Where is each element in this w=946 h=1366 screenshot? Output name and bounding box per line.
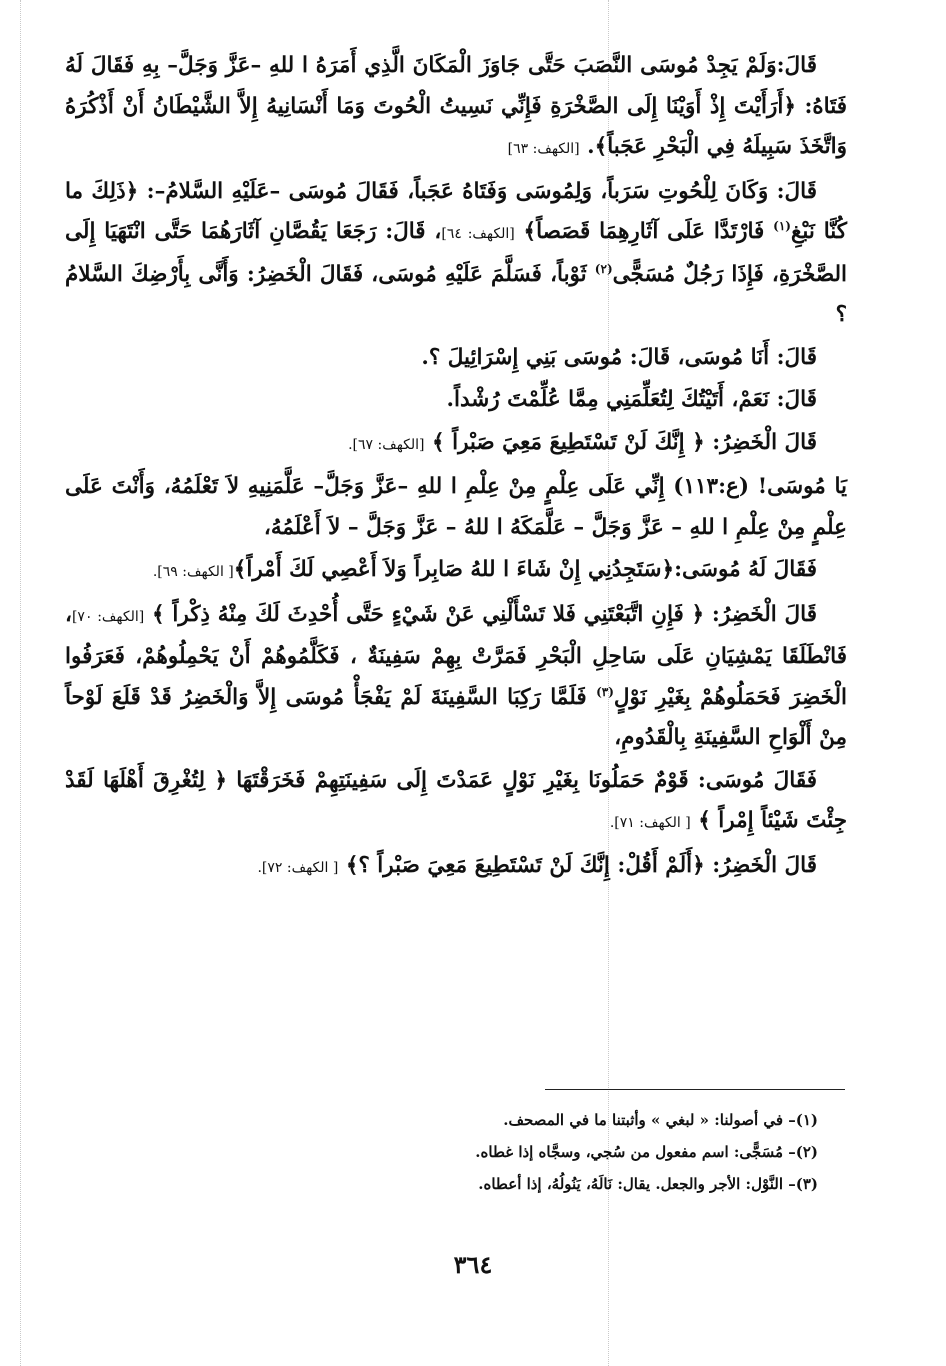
text-segment: قَالَ الْخَضِرُ: ﴿أَلَمْ أَقُلْ: إِنَّكَ لَنْ تَسْتَطِيعَ مَعِيَ صَبْراً ؟﴾ xyxy=(338,852,817,878)
footnote: (١)– في أصولنا: « لبغي » وأثبتنا ما في المصحف. xyxy=(503,1111,818,1129)
quran-reference: [الكهف: ٦٧]. xyxy=(348,436,425,453)
quran-reference: [الكهف: ٦٤] xyxy=(441,226,515,242)
quran-reference: [ الكهف: ٧١]. xyxy=(609,815,691,831)
text-segment: قَالَ: أَنَا مُوسَى، قَالَ: مُوسَى بَنِي إِسْرَائِيلَ ؟. xyxy=(421,344,817,370)
text-segment: ، قَالَ: رَجَعَا يَقُصَّانِ آثَارَهُمَا حَتَّى انْتَهَيَا إِلَى الصَّخْرَةِ، فَإِذَا رَجُلٌ مُسَجًّى xyxy=(65,219,848,287)
text-segment: قَالَ الْخَضِرُ: ﴿ فَإِنِ اتَّبَعْتَنِي فَلا تَسْأَلْنِي عَنْ شَيْءٍ حَتَّى أُحْدِثَ لَكَ مِنْهُ ذِكْراً ﴾ xyxy=(144,601,817,627)
footnote-marker: (١) xyxy=(773,218,791,233)
text-segment: قَالَ: نَعَمْ، أَتَيْتُكَ لِتُعَلِّمَنِي مِمَّا عُلِّمْتَ رُشْداً. xyxy=(446,387,817,412)
footnote-marker: (٢) xyxy=(594,261,613,276)
scan-guide-line xyxy=(20,0,21,1366)
quran-reference: [الكهف: ٧٠] xyxy=(71,608,145,625)
text-segment: قَالَ: وَكَانَ لِلْحُوتِ سَرَباً، وَلِمُوسَى وَفَتَاهُ عَجَباً، فَقَالَ مُوسَى –عَلَيْهِ السَّلامُ–: ﴿ذَلِكَ ما كُنَّا نَبْغِ xyxy=(65,178,847,244)
quran-reference: [الكهف: ٦٣] xyxy=(507,141,580,157)
paragraph xyxy=(65,595,847,759)
text-segment: ثَوْباً، فَسَلَّمَ عَلَيْهِ مُوسَى، فَقَالَ الْخَضِرُ: وَأَنَّى بِأَرْضِكَ السَّلامُ ؟ xyxy=(65,261,847,327)
text-segment: فَلَمَّا رَكِبَا السَّفِينَةَ لَمْ يَفْجَأْ مُوسَى إِلاَّ وَالْخَضِرُ قَدْ قَلَعَ لَوْحاً مِنْ أَلْوَاحِ السَّفِينَةِ بِالْقَدُومِ، xyxy=(65,684,847,750)
text-segment: قَالَ:وَلَمْ يَجِدْ مُوسَى النَّصَبَ حَتَّى جَاوَزَ الْمَكَانَ الَّذِي أَمَرَهُ ا للهِ –عَزَّ وَجَلَّ– بِهِ فَقَالَ لَهُ فَتَاهُ: ﴿أَرَأَيْتَ إِذْ أَوَيْنَا إِلَى الصَّخْرَةِ فَإِنِّي نَسِيتُ الْحُوتَ وَمَا أَنْسَانِيهُ إِلاَّ الشَّيْطَانُ أَنْ أَذْكُرَهُ وَاتَّخَذَ سَبِيلَهُ فِي الْبَحْرِ عَجَباً﴾. xyxy=(65,53,847,159)
paragraph xyxy=(65,172,847,336)
footnote: (٣)– النَّوْل: الأجر والجعل. يقال: نَالَهُ، يَنُولُهُ، إذا أعطاه. xyxy=(478,1175,818,1193)
paragraph xyxy=(65,338,847,379)
quran-reference: [ الكهف: ٧٢]. xyxy=(257,859,339,876)
paragraph xyxy=(65,46,847,170)
main-text xyxy=(65,46,847,890)
text-segment: قَالَ الْخَضِرُ: ﴿ إِنَّكَ لَنْ تَسْتَطِيعَ مَعِيَ صَبْراً ﴾ xyxy=(424,429,817,455)
text-segment: ، فَانْطَلَقَا يَمْشِيَانِ عَلَى سَاحِلِ الْبَحْرِ فَمَرَّتْ بِهِمْ سَفِينَةٌ ، فَكَلَّمُوهُمْ أَنْ يَحْمِلُوهُمْ، فَعَرَفُوا الْخَضِرَ فَحَمَلُوهُمْ بِغَيْرِ نَوْلٍ xyxy=(65,601,847,710)
text-segment: فَارْتَدَّا عَلَى آثَارِهِمَا قَصَصاً﴾ xyxy=(514,219,774,244)
footnotes xyxy=(150,1104,818,1200)
quran-reference: [ الكهف: ٦٩]. xyxy=(152,564,234,580)
text-segment: فَقَالَ مُوسَى: قَوْمٌ حَمَلُونَا بِغَيْرِ نَوْلٍ عَمَدْتَ إِلَى سَفِينَتِهِمْ فَخَرَقْتَهَا ﴿ لِتُغْرِقَ أَهْلَهَا لَقَدْ جِئْتَ شَيْئاً إِمْراً ﴾ xyxy=(65,767,847,833)
text-segment: يَا مُوسَى! (ع:١١٣) إِنِّي عَلَى عِلْمٍ مِنْ عِلْمِ ا للهِ –عَزَّ وَجَلَّ– عَلَّمَنِيهِ لاَ تَعْلَمُهُ، وَأَنْتَ عَلَى عِلْمٍ مِنْ عِلْمِ ا للهِ – عَزَّ وَجَلَّ – عَلَّمَكَهُ ا للهُ – عَزَّ وَجَلَّ – لاَ أَعْلَمُهُ، xyxy=(65,474,847,540)
paragraph xyxy=(65,423,847,466)
footnote-marker: (٣) xyxy=(596,684,614,699)
text-segment: فَقَالَ لَهُ مُوسَى:﴿سَتَجِدُنِي إِنْ شَاءَ ا للهُ صَابِراً وَلاَ أَعْصِي لَكَ أَمْراً﴾ xyxy=(233,557,817,582)
footnote: (٢)– مُسَجًّى: اسم مفعول من سُجي، وسجَّاه إذا غطاه. xyxy=(475,1143,818,1161)
paragraph xyxy=(65,846,847,889)
paragraph xyxy=(65,467,847,548)
paragraph xyxy=(65,550,847,593)
paragraph xyxy=(65,380,847,421)
page-number: ٣٦٤ xyxy=(453,1250,493,1279)
footnote-divider xyxy=(545,1089,845,1090)
paragraph xyxy=(65,761,847,844)
